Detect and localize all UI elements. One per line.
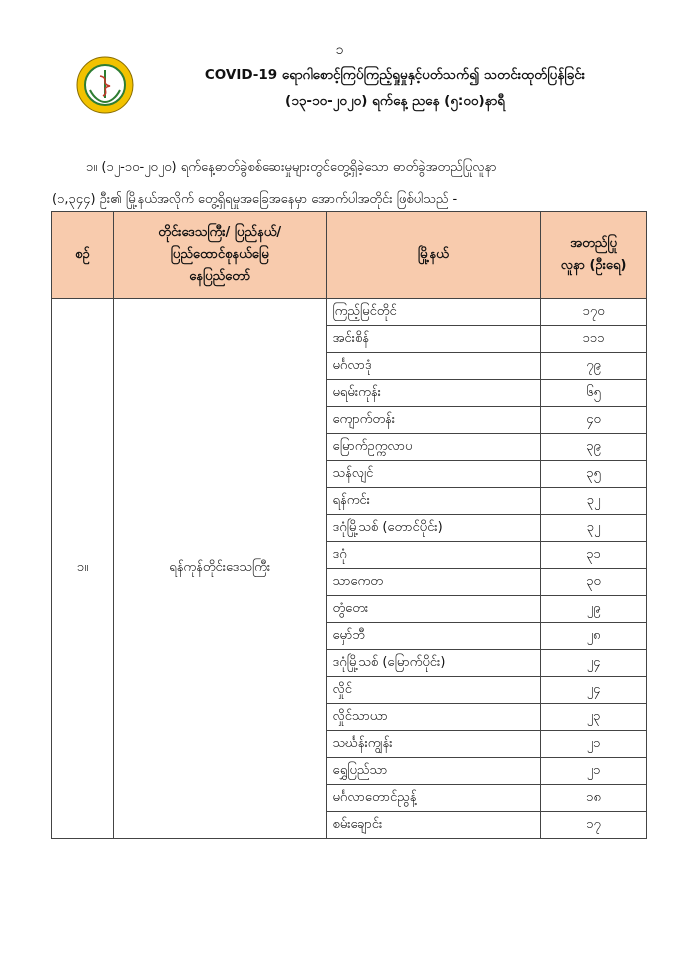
township-cell: သာကေတ: [326, 569, 541, 596]
cases-cell: ၂၄: [541, 677, 647, 704]
ministry-of-health-logo: [76, 56, 134, 114]
cases-cell: ၇၉: [541, 353, 647, 380]
header-region-line: နေပြည်တော်: [189, 269, 251, 284]
cases-cell: ၂၈: [541, 623, 647, 650]
township-cell: မြောက်ဥက္ကလာပ: [326, 434, 541, 461]
header-region: [113, 212, 326, 299]
township-cell: လှိုင်: [326, 677, 541, 704]
cases-cell: ၂၃: [541, 704, 647, 731]
township-cell: စမ်းချောင်း: [326, 812, 541, 839]
township-cell: မင်္ဂလာဒုံ: [326, 353, 541, 380]
cases-table: [51, 211, 647, 839]
cases-cell: ၁၇: [541, 812, 647, 839]
table-header-row: [52, 212, 647, 299]
township-cell: မရမ်းကုန်း: [326, 380, 541, 407]
cases-cell: ၂၁: [541, 731, 647, 758]
intro-line-1: ၁။ (၁၂-၁၀-၂၀၂၀) ရက်နေ့ဓာတ်ခွဲစစ်ဆေးမှုများတွင်တွေ့ရှိခဲ့သော ဓာတ်ခွဲအတည်ပြုလူနာ: [86, 160, 497, 175]
township-cell: ကြည့်မြင်တိုင်: [326, 299, 541, 326]
cases-cell: ၃၂: [541, 515, 647, 542]
township-cell: တွံတေး: [326, 596, 541, 623]
cases-cell: ၁၇၀: [541, 299, 647, 326]
cases-cell: ၃၀: [541, 569, 647, 596]
cases-cell: ၁၁၁: [541, 326, 647, 353]
header-cases: [541, 212, 647, 299]
intro-paragraph: [52, 152, 647, 216]
cases-cell: ၆၅: [541, 380, 647, 407]
intro-line-2: (၁,၃၄၄) ဦး၏ မြို့နယ်အလိုက် တွေ့ရှိရမှုအခြေအနေမှာ အောက်ပါအတိုင်း ဖြစ်ပါသည် -: [52, 192, 458, 207]
header-region-line: တိုင်းဒေသကြီး/ ပြည်နယ်/: [158, 225, 282, 240]
township-cell: သင်္ဃန်းကျွန်း: [326, 731, 541, 758]
region-cell: ရန်ကုန်တိုင်းဒေသကြီး: [113, 299, 326, 839]
cases-cell: ၂၁: [541, 758, 647, 785]
cases-cell: ၁၈: [541, 785, 647, 812]
cases-cell: ၄၀: [541, 407, 647, 434]
title-line-1: COVID-19 ရောဂါစောင့်ကြပ်ကြည့်ရှုမှုနှင့်ပတ်သက်၍ သတင်းထုတ်ပြန်ခြင်း: [204, 67, 586, 83]
township-cell: သန်လျင်: [326, 461, 541, 488]
township-cell: ဒဂုံ: [326, 542, 541, 569]
header-region-line: ပြည်ထောင်စုနယ်မြေ: [170, 247, 269, 262]
township-cell: ဒဂုံမြို့သစ် (တောင်ပိုင်း): [326, 515, 541, 542]
cases-cell: ၂၉: [541, 596, 647, 623]
township-cell: ရွှေပြည်သာ: [326, 758, 541, 785]
township-cell: မှော်ဘီ: [326, 623, 541, 650]
cases-cell: ၃၉: [541, 434, 647, 461]
title-line-2: (၁၃-၁၀-၂၀၂၀) ရက်နေ့ ညနေ (၅:၀၀)နာရီ: [285, 93, 505, 109]
table-row: [52, 299, 647, 326]
township-cell: ရန်ကင်း: [326, 488, 541, 515]
township-cell: အင်းစိန်: [326, 326, 541, 353]
header-cases-line: လူနာ (ဦးရေ): [560, 258, 627, 273]
header-sr: စဉ်: [52, 212, 114, 299]
page-number: ၁: [335, 42, 344, 58]
document-title: [150, 62, 640, 114]
cases-cell: ၃၁: [541, 542, 647, 569]
township-cell: လှိုင်သာယာ: [326, 704, 541, 731]
header-cases-line: အတည်ပြု: [570, 236, 617, 251]
cases-cell: ၂၄: [541, 650, 647, 677]
township-cell: ကျောက်တန်း: [326, 407, 541, 434]
township-cell: မင်္ဂလာတောင်ညွန့်: [326, 785, 541, 812]
sr-cell: ၁။: [52, 299, 114, 839]
cases-cell: ၃၂: [541, 488, 647, 515]
cases-cell: ၃၅: [541, 461, 647, 488]
header-township: မြို့နယ်: [326, 212, 541, 299]
township-cell: ဒဂုံမြို့သစ် (မြောက်ပိုင်း): [326, 650, 541, 677]
